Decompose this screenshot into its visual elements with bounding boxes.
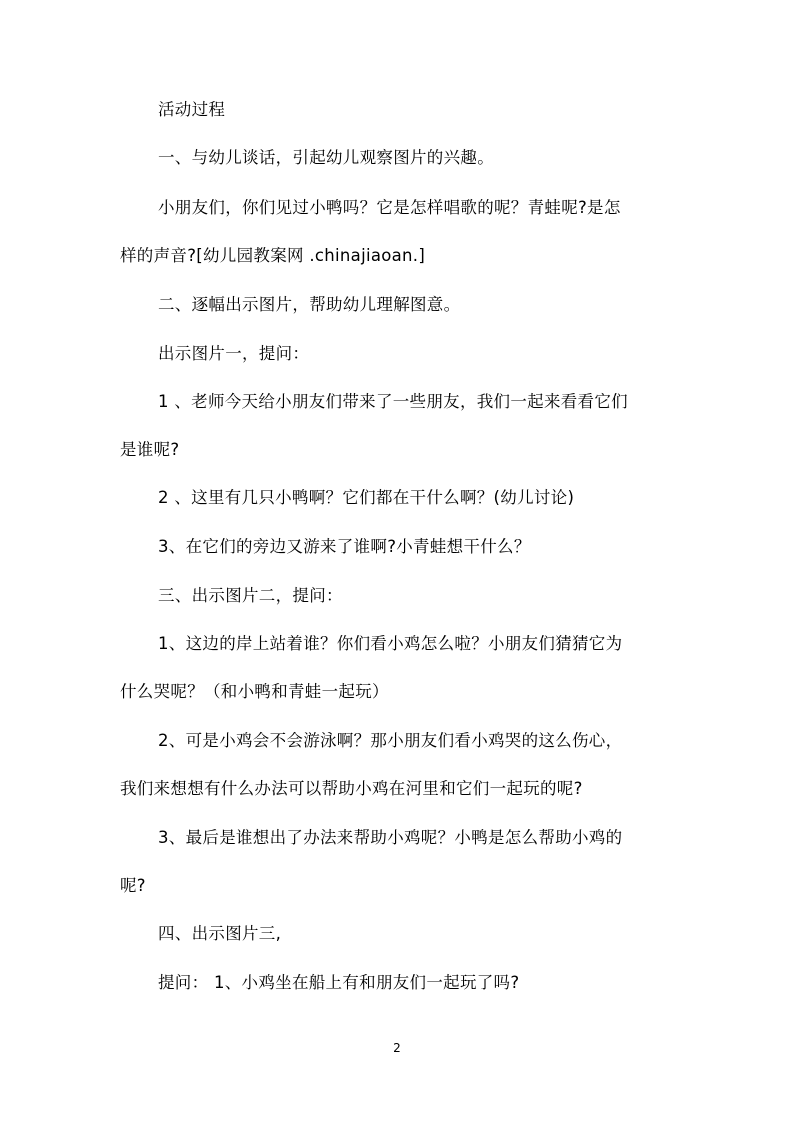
paragraph-line: 是谁呢? <box>120 440 180 459</box>
list-item: 1、这边的岸上站着谁？你们看小鸡怎么啦？小朋友们猜猜它为 <box>158 634 623 653</box>
paragraph-line: 什么哭呢？（和小鸭和青蛙一起玩） <box>120 682 389 701</box>
paragraph-line: 我们来想想有什么办法可以帮助小鸡在河里和它们一起玩的呢? <box>120 779 583 798</box>
paragraph-line: 出示图片一，提问： <box>158 344 310 363</box>
paragraph-line: 小朋友们，你们见过小鸭吗？它是怎样唱歌的呢？青蛙呢?是怎 <box>158 198 621 217</box>
list-item: 2、可是小鸡会不会游泳啊？那小朋友们看小鸡哭的这么伤心， <box>158 731 623 750</box>
section-heading-activity-process: 活动过程 <box>158 100 226 119</box>
page-number: 2 <box>393 1041 401 1055</box>
section-heading-4: 四、出示图片三, <box>158 924 282 943</box>
list-item: 2 、这里有几只小鸭啊？它们都在干什么啊？(幼儿讨论) <box>158 488 575 507</box>
section-heading-2: 二、逐幅出示图片，帮助幼儿理解图意。 <box>158 295 461 314</box>
section-heading-1: 一、与幼儿谈话，引起幼儿观察图片的兴趣。 <box>158 148 494 167</box>
list-item: 3、最后是谁想出了办法来帮助小鸡呢？小鸭是怎么帮助小鸡的 <box>158 828 623 847</box>
section-heading-3: 三、出示图片二，提问： <box>158 586 343 605</box>
list-item: 3、在它们的旁边又游来了谁啊?小青蛙想干什么？ <box>158 537 531 556</box>
paragraph-line: 样的声音?[幼儿园教案网 .chinajiaoan.] <box>120 246 426 265</box>
list-item: 1 、老师今天给小朋友们带来了一些朋友，我们一起来看看它们 <box>158 392 628 411</box>
list-item: 提问： 1、小鸡坐在船上有和朋友们一起玩了吗? <box>158 973 520 992</box>
paragraph-line: 呢? <box>120 876 146 895</box>
